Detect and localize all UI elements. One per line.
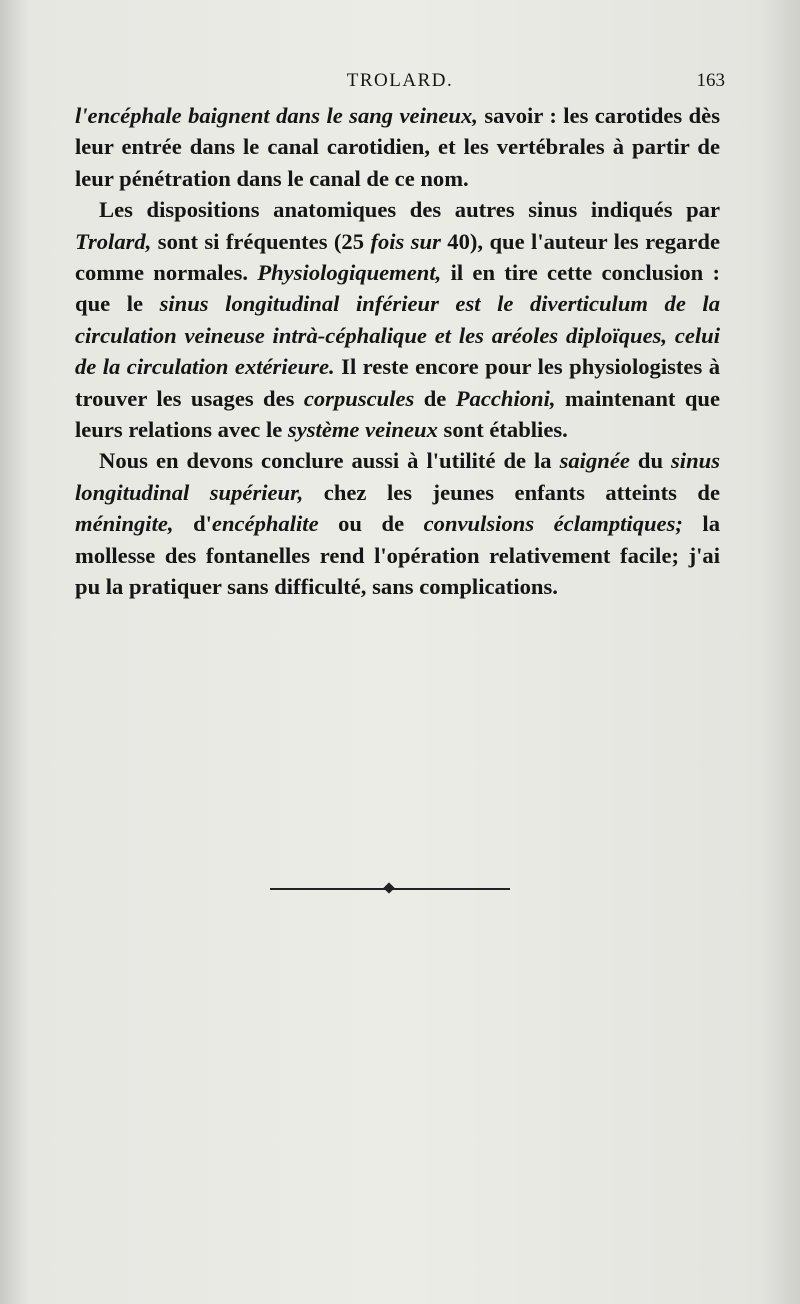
italic-text: Physiologiquement, <box>257 260 442 286</box>
italic-text: système veineux <box>287 417 438 443</box>
text-run: sont établies. <box>437 417 568 443</box>
text-run: Nous en devons conclure aussi à l'utilité de la <box>99 448 560 474</box>
paragraph-2 <box>75 194 720 445</box>
paragraph-1 <box>75 100 720 194</box>
page-header <box>75 70 725 100</box>
ornament-diamond-icon <box>383 882 394 893</box>
text-run: de <box>414 385 456 411</box>
italic-text: l'encéphale baignent dans le sang veineux, <box>75 103 478 128</box>
body-text <box>75 100 720 603</box>
text-run: du <box>629 448 671 474</box>
italic-text: sinus longitudinal supérieur, <box>75 448 720 505</box>
italic-text: méningite, <box>75 511 174 537</box>
italic-text: Pacchioni, <box>455 385 556 411</box>
text-run: il en tire cette conclusion : que le <box>75 260 721 317</box>
text-run: 40), que l'auteur les regarde comme normales. <box>75 228 720 286</box>
paragraph-3 <box>75 445 720 602</box>
text-run: Les dispositions anatomiques des autres sinus indiqués par <box>99 197 720 223</box>
italic-text: convulsions éclamptiques; <box>423 511 683 537</box>
text-run: maintenant que leurs relations avec le <box>75 385 720 443</box>
page-number: 163 <box>696 70 725 91</box>
italic-text: saignée <box>559 448 630 474</box>
running-head: TROLARD. <box>346 70 454 91</box>
text-run: sont si fréquentes (25 <box>151 228 371 254</box>
text-run: ou de <box>318 511 424 537</box>
italic-text: corpuscules <box>303 385 415 411</box>
text-run: d' <box>173 511 212 537</box>
text-run: savoir : les carotides dès leur entrée dans le canal carotidien, et les vertébrales à partir de leur pénétration dans le canal de ce nom. <box>75 103 720 191</box>
text-run: Il reste encore pour les physiologistes à trouver les usages des <box>75 354 720 411</box>
italic-text: Trolard, <box>75 228 152 254</box>
section-end-ornament <box>270 884 510 894</box>
italic-text: fois sur <box>370 228 441 254</box>
italic-text: sinus longitudinal inférieur est le diverticulum de la circulation veineuse intrà-céphalique et les aréoles diploïques, celui de la circulation extérieure. <box>75 291 720 380</box>
italic-text: encéphalite <box>211 511 319 537</box>
text-run: la mollesse des fontanelles rend l'opération relativement facile; j'ai pu la pratiquer sans difficulté, sans complications. <box>75 511 721 600</box>
text-run: chez les jeunes enfants atteints de <box>303 479 720 505</box>
